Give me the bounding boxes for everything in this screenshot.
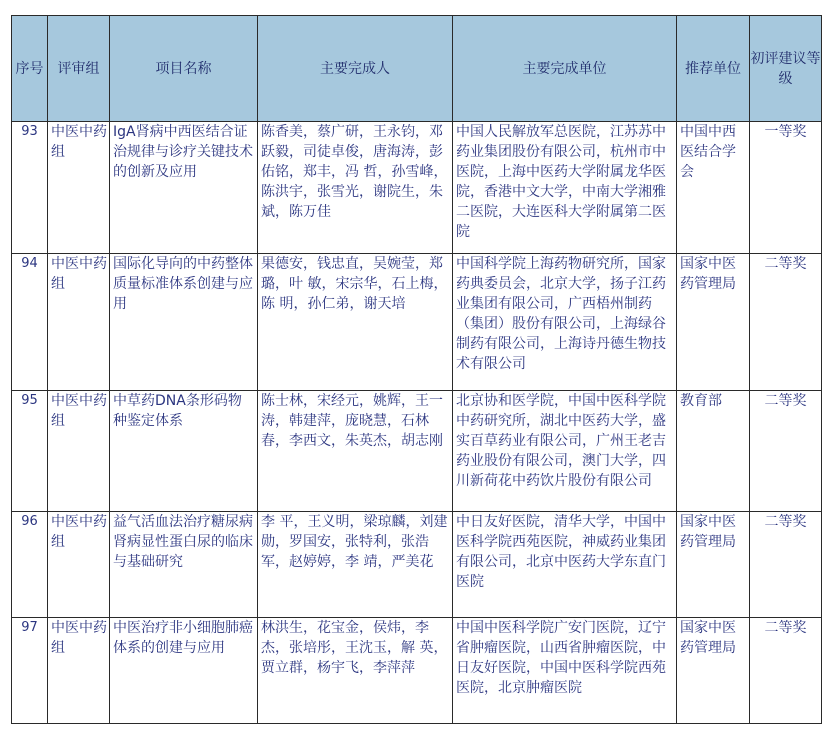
cell-people[interactable]: 果德安，钱忠直，吴婉莹，郑 璐，叶 敏，宋宗华，石上梅，陈 明，孙仁弟，谢天培 xyxy=(258,254,453,391)
table-row xyxy=(12,254,822,391)
cell-level[interactable]: 二等奖 xyxy=(750,254,822,391)
cell-seq[interactable]: 93 xyxy=(12,122,48,254)
table-row xyxy=(12,618,822,724)
cell-level[interactable]: 一等奖 xyxy=(750,122,822,254)
cell-units[interactable]: 中国中医科学院广安门医院，辽宁省肿瘤医院，山西省肿瘤医院，中日友好医院，中国中医科学院西苑医院，北京肿瘤医院 xyxy=(453,618,677,724)
cell-level[interactable]: 二等奖 xyxy=(750,391,822,512)
cell-people[interactable]: 林洪生，花宝金，侯炜，李 杰，张培彤，王沈玉，解 英，贾立群，杨宇飞，李萍萍 xyxy=(258,618,453,724)
cell-people[interactable]: 陈士林，宋经元，姚辉，王一涛，韩建萍，庞晓慧，石林春，李西文，朱英杰，胡志刚 xyxy=(258,391,453,512)
cell-recommender[interactable]: 中国中西医结合学会 xyxy=(677,122,750,254)
cell-group[interactable]: 中医中药组 xyxy=(48,391,110,512)
cell-recommender[interactable]: 国家中医药管理局 xyxy=(677,512,750,618)
cell-level[interactable]: 二等奖 xyxy=(750,512,822,618)
header-recommender[interactable]: 推荐单位 xyxy=(677,16,750,122)
cell-recommender[interactable]: 教育部 xyxy=(677,391,750,512)
cell-people[interactable]: 陈香美，蔡广研，王永钧，邓跃毅，司徒卓俊，唐海涛，彭佑铭，郑丰，冯 哲，孙雪峰，陈洪宇，张雪光，谢院生，朱斌，陈万佳 xyxy=(258,122,453,254)
cell-units[interactable]: 北京协和医学院，中国中医科学院中药研究所，湖北中医药大学，盛实百草药业有限公司，广州王老吉药业股份有限公司，澳门大学，四川新荷花中药饮片股份有限公司 xyxy=(453,391,677,512)
header-row xyxy=(12,16,822,122)
table-row xyxy=(12,512,822,618)
awards-table xyxy=(11,15,822,724)
cell-people[interactable]: 李 平，王义明，梁琼麟，刘建勋，罗国安，张特利，张浩军，赵婷婷，李 靖，严美花 xyxy=(258,512,453,618)
cell-project[interactable]: 国际化导向的中药整体质量标准体系创建与应用 xyxy=(110,254,258,391)
cell-recommender[interactable]: 国家中医药管理局 xyxy=(677,618,750,724)
cell-units[interactable]: 中国科学院上海药物研究所，国家药典委员会，北京大学，扬子江药业集团有限公司，广西梧州制药（集团）股份有限公司，上海绿谷制药有限公司，上海诗丹德生物技术有限公司 xyxy=(453,254,677,391)
cell-level[interactable]: 二等奖 xyxy=(750,618,822,724)
cell-group[interactable]: 中医中药组 xyxy=(48,122,110,254)
cell-units[interactable]: 中日友好医院，清华大学，中国中医科学院西苑医院，神威药业集团有限公司，北京中医药大学东直门医院 xyxy=(453,512,677,618)
cell-seq[interactable]: 95 xyxy=(12,391,48,512)
cell-group[interactable]: 中医中药组 xyxy=(48,254,110,391)
cell-project[interactable]: 益气活血法治疗糖尿病肾病显性蛋白尿的临床与基础研究 xyxy=(110,512,258,618)
cell-project[interactable]: 中草药DNA条形码物种鉴定体系 xyxy=(110,391,258,512)
cell-units[interactable]: 中国人民解放军总医院，江苏苏中药业集团股份有限公司，杭州市中医院，上海中医药大学附属龙华医院，香港中文大学，中南大学湘雅二医院，大连医科大学附属第二医院 xyxy=(453,122,677,254)
cell-project[interactable]: 中医治疗非小细胞肺癌体系的创建与应用 xyxy=(110,618,258,724)
header-project[interactable]: 项目名称 xyxy=(110,16,258,122)
cell-seq[interactable]: 96 xyxy=(12,512,48,618)
header-group[interactable]: 评审组 xyxy=(48,16,110,122)
table-row xyxy=(12,391,822,512)
cell-group[interactable]: 中医中药组 xyxy=(48,618,110,724)
cell-seq[interactable]: 97 xyxy=(12,618,48,724)
table-row xyxy=(12,122,822,254)
cell-recommender[interactable]: 国家中医药管理局 xyxy=(677,254,750,391)
row-header-gutter xyxy=(0,0,10,743)
cell-project[interactable]: IgA肾病中西医结合证治规律与诊疗关键技术的创新及应用 xyxy=(110,122,258,254)
cell-group[interactable]: 中医中药组 xyxy=(48,512,110,618)
cell-seq[interactable]: 94 xyxy=(12,254,48,391)
header-units[interactable]: 主要完成单位 xyxy=(453,16,677,122)
header-seq[interactable]: 序号 xyxy=(12,16,48,122)
header-people[interactable]: 主要完成人 xyxy=(258,16,453,122)
header-level[interactable]: 初评建议等级 xyxy=(750,16,822,122)
